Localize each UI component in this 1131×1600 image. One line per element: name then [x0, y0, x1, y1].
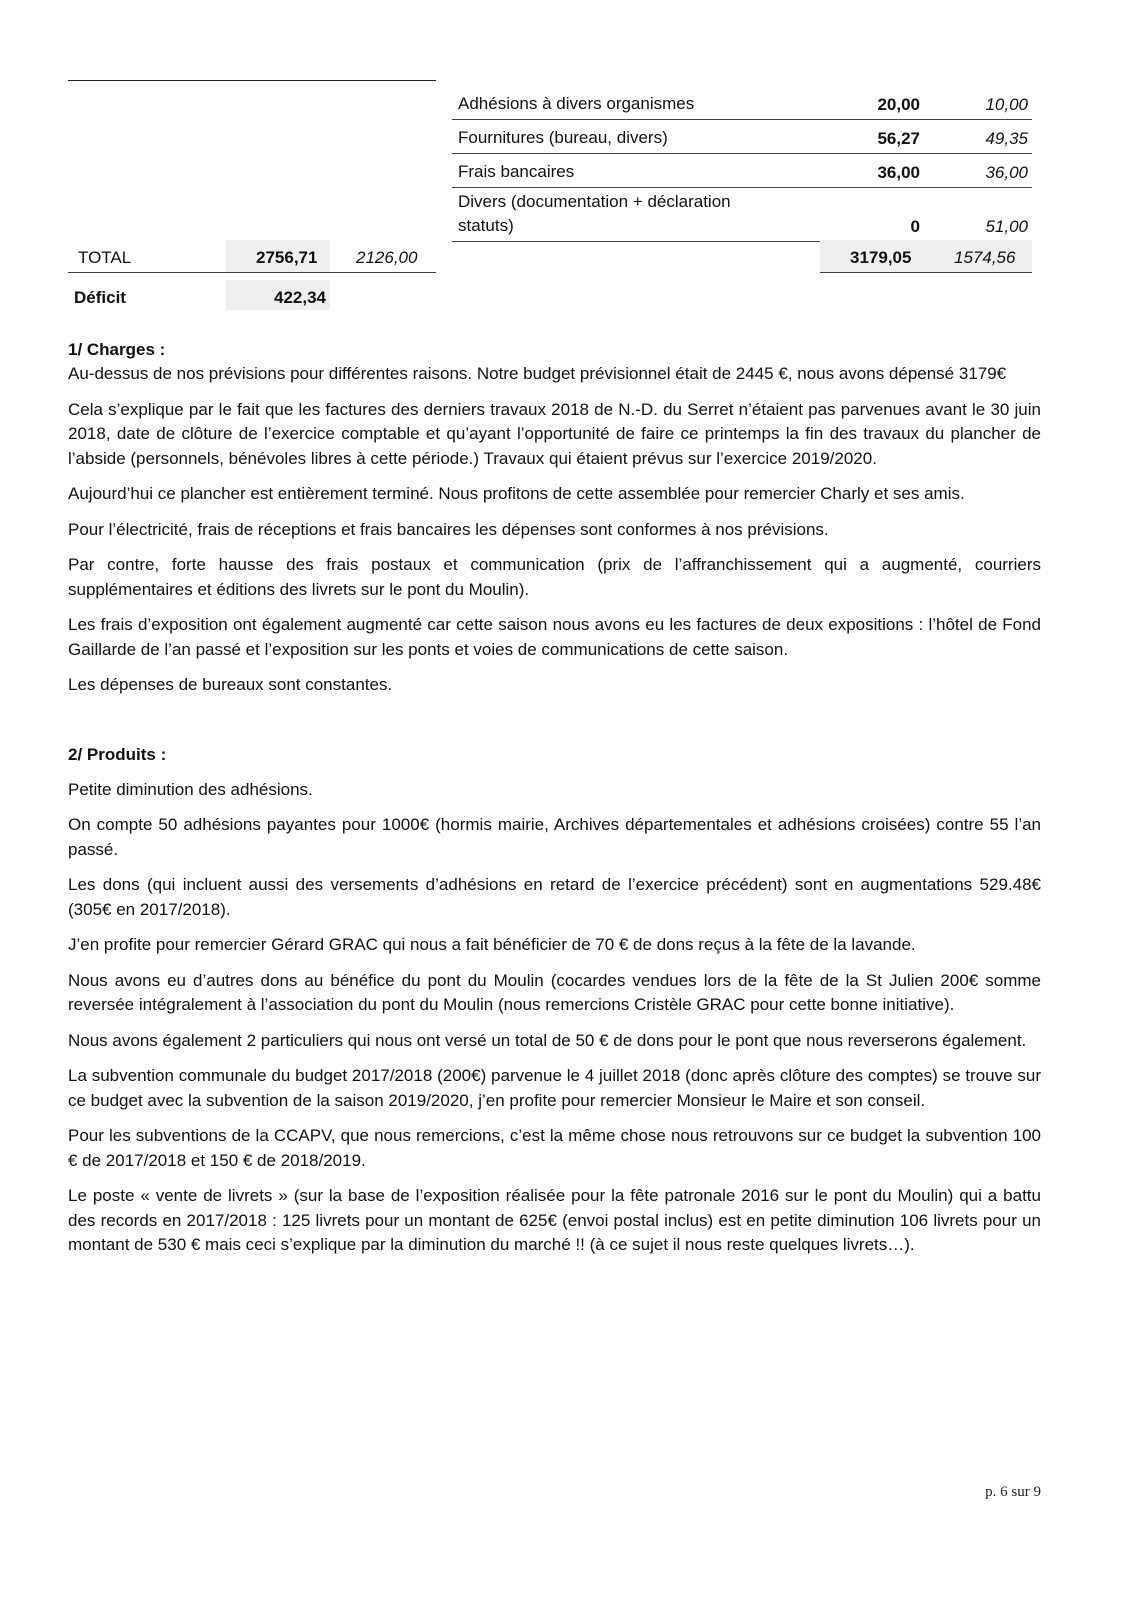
row-label: Frais bancaires [458, 162, 575, 181]
row-value: 56,27 [877, 129, 920, 148]
paragraph: Les frais d’exposition ont également augmenté car cette saison nous avons eu les factures de deux expositions : l’hôtel de Fond Gaillarde de l’an passé et l’exposition sur les ponts et voies de communications de cette saison. [68, 615, 1041, 659]
section-heading-charges: 1/ Charges : [68, 340, 166, 359]
row-label: Divers (documentation + déclaration statuts) [458, 192, 731, 235]
paragraph: Pour l’électricité, frais de réceptions et frais bancaires les dépenses sont conformes à nos prévisions. [68, 519, 829, 539]
paragraph: La subvention communale du budget 2017/2018 (200€) parvenue le 4 juillet 2018 (donc après clôture des comptes) se trouve sur ce budget avec la subvention de la saison 2019/2020, j’en profite pour remercier Monsieur le Maire et son conseil. [68, 1066, 1041, 1110]
row-previous-value: 36,00 [985, 163, 1028, 182]
table-row [452, 120, 1032, 154]
deficit-label: Déficit [74, 288, 126, 307]
paragraph: Cela s’explique par le fait que les factures des derniers travaux 2018 de N.-D. du Serret n’étaient pas parvenues avant le 30 juin 2018, date de clôture de l’exercice comptable et qu’ayant l’opportunité de faire ce printemps la fin des travaux du plancher de l’abside (personnels, bénévoles libres à cette période.) Travaux qui étaient prévus sur l’exercice 2019/2020. [68, 399, 1041, 468]
paragraph: Nous avons également 2 particuliers qui nous ont versé un total de 50 € de dons pour le pont que nous reverserons également. [68, 1030, 1027, 1050]
total-rule [68, 272, 436, 273]
paragraph: Petite diminution des adhésions. [68, 779, 313, 799]
paragraph: Les dépenses de bureaux sont constantes. [68, 675, 393, 694]
row-previous-value: 49,35 [985, 129, 1028, 148]
total-income-value: 2756,71 [256, 248, 318, 267]
row-label: Fournitures (bureau, divers) [458, 128, 668, 147]
total-income-previous: 2126,00 [356, 248, 418, 267]
table-row [452, 188, 1032, 242]
row-value: 36,00 [877, 163, 920, 182]
total-rule [820, 272, 1032, 273]
table-row [452, 86, 1032, 120]
report-body [68, 338, 1041, 1269]
paragraph: Pour les subventions de la CCAPV, que nous remercions, c’est la même chose nous retrouvons sur ce budget la subvention 100 € de 2017/2018 et 150 € de 2018/2019. [68, 1126, 1041, 1170]
table-row [452, 154, 1032, 188]
paragraph: On compte 50 adhésions payantes pour 1000€ (hormis mairie, Archives départementales et adhésions croisées) contre 55 l’an passé. [68, 815, 1041, 859]
expenses-table [452, 86, 1032, 242]
row-previous-value: 51,00 [985, 217, 1028, 236]
total-label: TOTAL [78, 248, 132, 267]
row-label: Adhésions à divers organismes [458, 94, 695, 113]
paragraph: Le poste « vente de livrets » (sur la base de l’exposition réalisée pour la fête patronale 2016 sur le pont du Moulin) qui a battu des records en 2017/2018 : 125 livrets pour un montant de 625€ (envoi postal inclus) est en petite diminution 106 livrets pour un montant de 530 € mais ceci s’explique par la diminution du marché !! (à ce sujet il nous reste quelques livrets…). [68, 1186, 1041, 1254]
page-number: p. 6 sur 9 [985, 1484, 1041, 1500]
table-top-rule [68, 80, 436, 81]
paragraph: Par contre, forte hausse des frais postaux et communication (prix de l’affranchissement qui a augmenté, courriers supplémentaires et éditions des livrets sur le pont du Moulin). [68, 555, 1041, 599]
total-expense-value: 3179,05 [850, 248, 912, 267]
section-heading-produits: 2/ Produits : [68, 744, 167, 764]
paragraph: Aujourd’hui ce plancher est entièrement terminé. Nous profitons de cette assemblée pour remercier Charly et ses amis. [68, 484, 965, 503]
row-previous-value: 10,00 [985, 95, 1028, 114]
row-value: 20,00 [877, 95, 920, 114]
row-value: 0 [910, 217, 920, 236]
paragraph: J’en profite pour remercier Gérard GRAC qui nous a fait bénéficier de 70 € de dons reçus à la fête de la lavande. [68, 935, 916, 954]
deficit-value: 422,34 [226, 280, 330, 310]
paragraph: Nous avons eu d’autres dons au bénéfice du pont du Moulin (cocardes vendues lors de la fête de la St Julien 200€ somme reversée intégralement à l’association du pont du Moulin (nous remercions Cristèle GRAC pour cette bonne initiative). [68, 970, 1041, 1014]
paragraph: Au-dessus de nos prévisions pour différentes raisons. Notre budget prévisionnel était de 2445 €, nous avons dépensé 3179€ [68, 364, 1007, 383]
paragraph: Les dons (qui incluent aussi des versements d’adhésions en retard de l’exercice précédent) sont en augmentations 529.48€ (305€ en 2017/2018). [68, 875, 1041, 919]
total-expense-previous: 1574,56 [954, 248, 1016, 267]
